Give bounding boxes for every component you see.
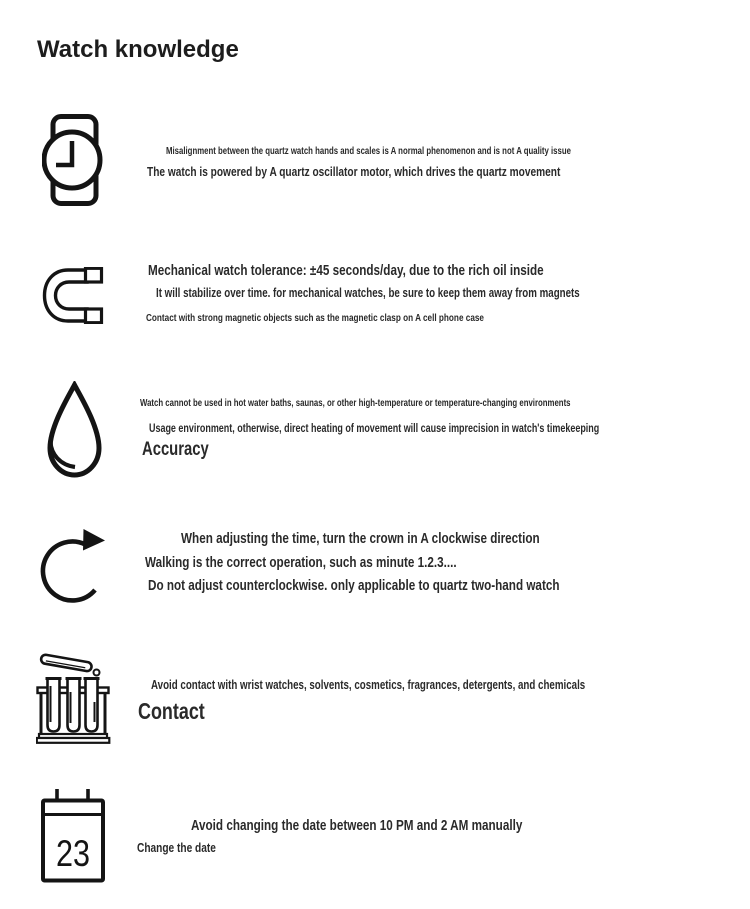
clockwise-arrow-icon bbox=[38, 527, 105, 610]
water-drop-icon bbox=[42, 381, 107, 482]
calendar-day-number: 23 bbox=[56, 833, 90, 874]
quartz-main-text: The watch is powered by A quartz oscillator motor, which drives the quartz movement bbox=[147, 164, 561, 179]
accuracy-heading: Accuracy bbox=[142, 439, 209, 460]
test-tubes-icon bbox=[36, 650, 114, 744]
contact-sub-text: Avoid contact with wrist watches, solvents, cosmetics, fragrances, detergents, and chemicals bbox=[151, 678, 586, 692]
date-main-text: Avoid changing the date between 10 PM and 2 AM manually bbox=[191, 817, 523, 834]
magnet-sub-text: It will stabilize over time. for mechanical watches, be sure to keep them away from magnets bbox=[156, 286, 580, 300]
adjust-sub-text: Walking is the correct operation, such as minute 1.2.3.... bbox=[145, 554, 457, 571]
magnet-main-text: Mechanical watch tolerance: ±45 seconds/day, due to the rich oil inside bbox=[148, 262, 544, 279]
magnet-icon bbox=[42, 267, 104, 324]
adjust-note-text: Do not adjust counterclockwise. only applicable to quartz two-hand watch bbox=[148, 577, 560, 594]
magnet-note-text: Contact with strong magnetic objects such as the magnetic clasp on A cell phone case bbox=[146, 312, 484, 324]
accuracy-note-text: Watch cannot be used in hot water baths, saunas, or other high-temperature or temperature-changing environments bbox=[140, 398, 571, 409]
watch-icon bbox=[42, 113, 104, 207]
contact-heading: Contact bbox=[138, 698, 205, 724]
calendar-icon bbox=[40, 787, 106, 885]
quartz-note-text: Misalignment between the quartz watch hands and scales is A normal phenomenon and is not A quality issue bbox=[166, 146, 571, 157]
page-title: Watch knowledge bbox=[37, 36, 239, 63]
adjust-main-text: When adjusting the time, turn the crown in A clockwise direction bbox=[181, 530, 540, 547]
date-sub-text: Change the date bbox=[137, 840, 216, 855]
accuracy-sub-text: Usage environment, otherwise, direct heating of movement will cause imprecision in watch's timekeeping bbox=[149, 423, 600, 435]
